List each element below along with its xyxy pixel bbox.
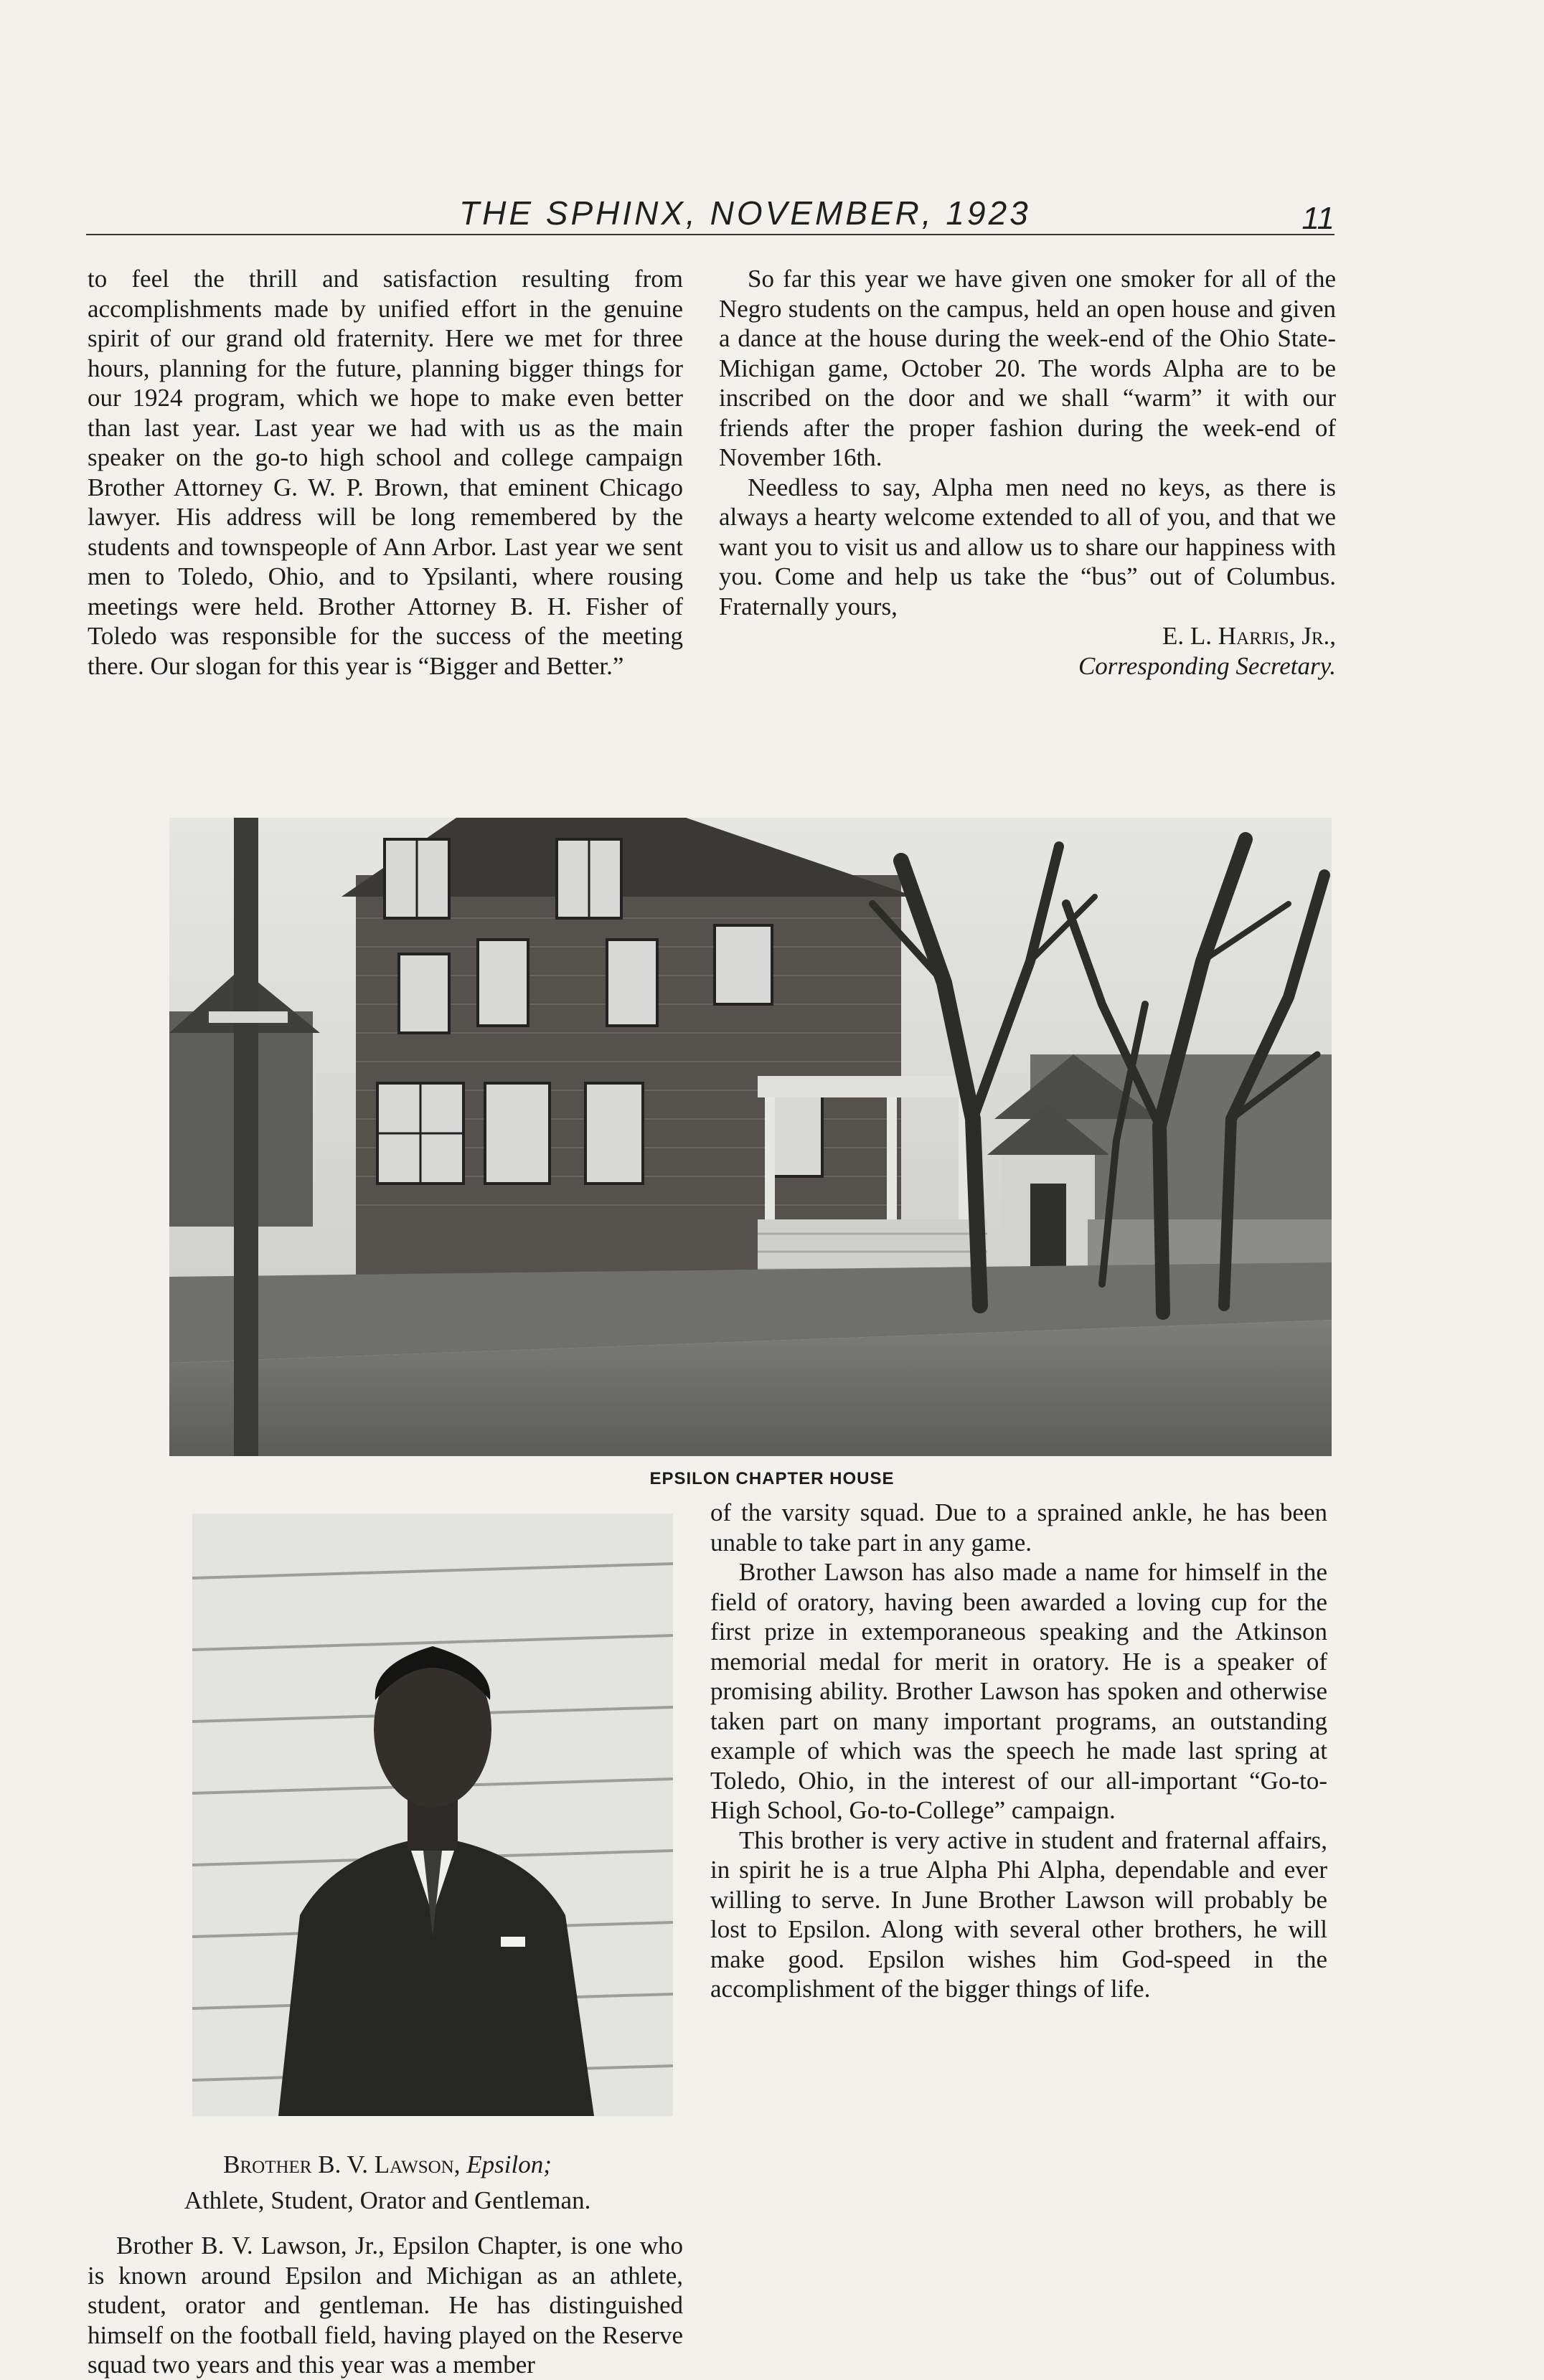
portrait-caption-brother: Brother B. V. Lawson,	[223, 2150, 467, 2178]
chapter-house-illustration	[169, 818, 1332, 1456]
paragraph-welcome: Needless to say, Alpha men need no keys, as there is always a hearty welcome extended to all of you, and that we want you to visit us and allow us to share our happiness with you. Come and help us take the “bus” out of Columbus. Fraternally yours,	[719, 473, 1336, 620]
paragraph-varsity: of the varsity squad. Due to a sprained ankle, he has been unable to take part in any game.	[710, 1498, 1327, 1557]
paragraph-smoker: So far this year we have given one smoker for all of the Negro students on the campus, held an open house and given a dance at the house during the week-end of the Ohio State-Michigan game, October 20. The words Alpha are to be inscribed on the door and we shall “warm” it with our friends after the proper fashion during the week-end of November 16th.	[719, 265, 1336, 471]
paragraph-oratory: Brother Lawson has also made a name for himself in the field of oratory, having been awarded a loving cup for the first prize in extemporaneous speaking and the Atkinson memorial medal for merit in oratory. He is a speaker of promising ability. Brother Lawson has spoken and otherwise taken part on many important programs, an outstanding example of which was the speech he made last spring at Toledo, Ohio, in the interest of our all-important “Go-to-High School, Go-to-College” campaign.	[710, 1558, 1327, 1824]
column-left-top-text: to feel the thrill and satisfaction resulting from accomplishments made by unified effort in the genuine spirit of our grand old fraternity. Here we met for three hours, planning for the future, planning bigger things for our 1924 program, which we hope to make even better than last year. Last year we had with us as the main speaker on the go-to high school and college campaign Brother Attorney G. W. P. Brown, that eminent Chicago lawyer. His address will be long remembered by the students and townspeople of Ann Arbor. Last year we sent men to Toledo, Ohio, and to Ypsilanti, where rousing meetings were held. Brother Attorney B. H. Fisher of Toledo was responsible for the success of the meeting there. Our slogan for this year is “Bigger and Better.”	[88, 265, 683, 680]
signature-title: Corresponding Secretary.	[1078, 651, 1336, 680]
paragraph-active: This brother is very active in student and fraternal affairs, in spirit he is a true Alpha Phi Alpha, dependable and ever willing to serve. In June Brother Lawson will probably be lost to Epsilon. Along with several other brothers, he will make good. Epsilon wishes him God-speed in the accomplishment of the bigger things of life.	[710, 1826, 1327, 2003]
house-photo-caption: EPSILON CHAPTER HOUSE	[649, 1469, 895, 1488]
lawson-portrait-photo	[192, 1514, 673, 2116]
portrait-caption-descriptor: Athlete, Student, Orator and Gentleman.	[184, 2186, 591, 2214]
portrait-caption-chapter: Epsilon;	[466, 2150, 552, 2178]
column-right-bottom-text	[710, 1498, 1327, 2004]
column-left-bottom-text: Brother B. V. Lawson, Jr., Epsilon Chapter, is one who is known around Epsilon and Michigan as an athlete, student, orator and gentleman. He has distinguished himself on the football field, having played on the Reserve squad two years and this year was a member	[88, 2232, 683, 2379]
header-rule	[86, 234, 1334, 235]
page-number: 11	[1301, 201, 1334, 236]
chapter-house-photo	[169, 818, 1332, 1456]
column-right-top-text	[719, 264, 1336, 681]
signature-name: E. L. Harris, Jr.,	[1162, 622, 1336, 650]
lawson-portrait-illustration	[192, 1514, 673, 2116]
portrait-caption-name	[100, 2150, 674, 2179]
running-header	[86, 194, 1334, 237]
header-title: THE SPHINX, NOVEMBER, 1923	[459, 194, 1031, 232]
